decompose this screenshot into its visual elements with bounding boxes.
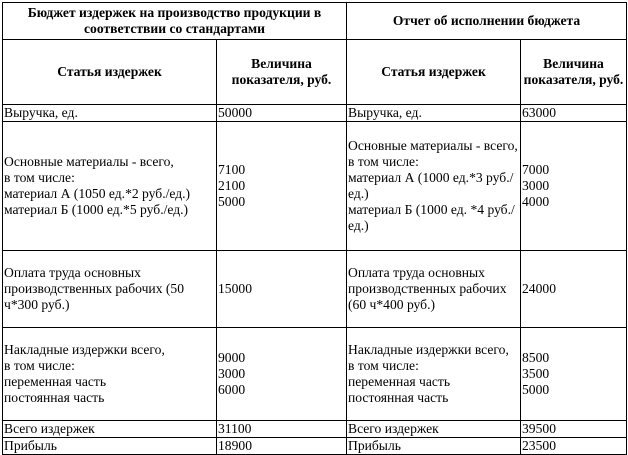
left-overhead-value: 3000 (218, 366, 246, 381)
budget-table (2, 2, 627, 455)
materials-row (3, 122, 627, 251)
left-total-label: Всего издержек (3, 421, 217, 438)
left-materials-value: 7100 (218, 162, 246, 177)
left-labor-value: 15000 (217, 251, 347, 328)
left-profit-value: 18900 (217, 438, 347, 455)
left-overhead-label (3, 328, 217, 421)
left-materials-value: 5000 (218, 194, 246, 209)
profit-row (3, 438, 627, 455)
right-total-value: 39500 (521, 421, 627, 438)
left-section-title: Бюджет издержек на производство продукции в соответствии со стандартами (3, 3, 347, 40)
right-cost-item-header: Статья издержек (347, 40, 521, 105)
left-materials-line: материал Б (1000 ед.*5 руб./ед.) (4, 202, 189, 217)
right-materials-value: 3000 (522, 178, 550, 193)
left-overhead-line: переменная часть (4, 374, 107, 389)
right-materials-value: 4000 (522, 194, 550, 209)
right-materials-line: Основные материалы - всего, (348, 138, 518, 153)
left-overhead-value: 9000 (218, 350, 246, 365)
right-overhead-value: 8500 (522, 350, 550, 365)
right-overhead-values (521, 328, 627, 421)
left-value-header: Величина показателя, руб. (217, 40, 347, 105)
right-overhead-line: постоянная часть (348, 390, 449, 405)
revenue-row (3, 105, 627, 122)
right-overhead-value: 5000 (522, 382, 550, 397)
left-revenue-label: Выручка, ед. (3, 105, 217, 122)
overhead-row (3, 328, 627, 421)
right-revenue-label: Выручка, ед. (347, 105, 521, 122)
right-materials-line: материал А (1000 ед.*3 руб./ед.) (348, 170, 514, 201)
left-materials-line: в том числе: (4, 170, 75, 185)
left-overhead-line: Накладные издержки всего, (4, 342, 165, 357)
left-labor-label: Оплата труда основных производственных рабочих (50 ч*300 руб.) (3, 251, 217, 328)
right-overhead-line: Накладные издержки всего, (348, 342, 509, 357)
labor-row (3, 251, 627, 328)
left-materials-line: материал А (1050 ед.*2 руб./ед.) (4, 186, 191, 201)
right-value-header: Величина показателя, руб. (521, 40, 627, 105)
right-section-title: Отчет об исполнении бюджета (347, 3, 627, 40)
left-overhead-line: в том числе: (4, 358, 75, 373)
left-cost-item-header: Статья издержек (3, 40, 217, 105)
right-materials-values (521, 122, 627, 251)
left-profit-label: Прибыль (3, 438, 217, 455)
section-header-row (3, 3, 627, 40)
left-overhead-line: постоянная часть (4, 390, 105, 405)
right-overhead-label (347, 328, 521, 421)
left-total-value: 31100 (217, 421, 347, 438)
right-overhead-line: в том числе: (348, 358, 419, 373)
left-revenue-value: 50000 (217, 105, 347, 122)
right-revenue-value: 63000 (521, 105, 627, 122)
right-materials-line: материал Б (1000 ед. *4 руб./ед.) (348, 202, 515, 233)
right-labor-label: Оплата труда основных производственных рабочих (60 ч*400 руб.) (347, 251, 521, 328)
right-materials-value: 7000 (522, 162, 550, 177)
right-profit-value: 23500 (521, 438, 627, 455)
total-row (3, 421, 627, 438)
right-materials-label (347, 122, 521, 251)
left-overhead-values (217, 328, 347, 421)
right-total-label: Всего издержек (347, 421, 521, 438)
right-overhead-line: переменная часть (348, 374, 451, 389)
left-materials-value: 2100 (218, 178, 246, 193)
right-profit-label: Прибыль (347, 438, 521, 455)
left-materials-label (3, 122, 217, 251)
right-labor-value: 24000 (521, 251, 627, 328)
left-materials-line: Основные материалы - всего, (4, 154, 174, 169)
column-header-row (3, 40, 627, 105)
left-materials-values (217, 122, 347, 251)
left-overhead-value: 6000 (218, 382, 246, 397)
right-materials-line: в том числе: (348, 154, 419, 169)
right-overhead-value: 3500 (522, 366, 550, 381)
